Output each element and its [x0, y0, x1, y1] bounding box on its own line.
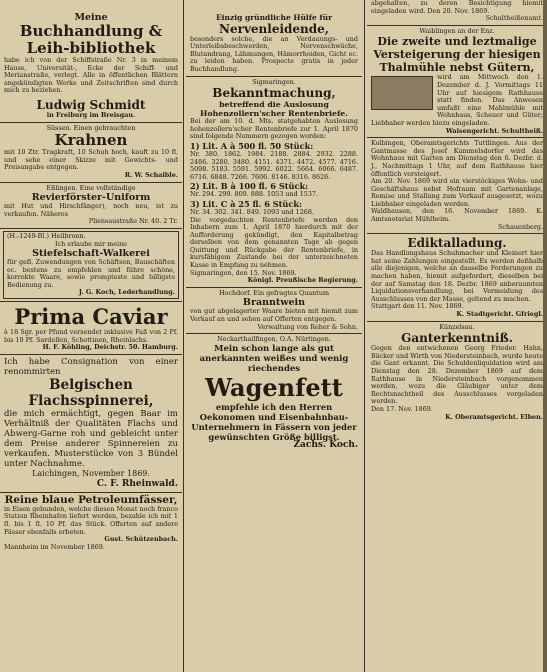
ad-heading: Krahnen — [54, 131, 128, 150]
divider — [186, 333, 362, 334]
ad-body: Die vorgedachten Rentenbriefe werden den Inhabern zum 1. April 1870 hierdurch mit der Aufforderung gekündigt, den Kapitalbetrag derselben von dem genannten Tage ab gegen Quittung und Rückgabe der Rentenbriefe, in kursfähigem Zustande bei der unterzeichneten Kasse in Empfang zu nehmen. — [190, 215, 358, 270]
ad-body: empfehle ich den Herren Oekonomen und Eisenbahnbau-Unternehmern in Fässern von jeder gewünschten Größe billigst. — [191, 401, 357, 442]
ad-heading: Die zweite und leztmalige Versteigerung der hiesigen Thalmühle nebst Gütern, — [373, 35, 541, 75]
ad-numbers: Nr. 380. 1862. 1984. 2188. 2884. 2932. 2288. 2486. 3280. 3480. 4151. 4371. 4472. 4577. 4716. 5098. 5183. 5591. 5992. 6022. 5664. 6066. 6487. 6716. 6848. 7266. 7606. 8146. 8316. 8626. — [190, 149, 358, 181]
ad-signature: J. G. Koch, Lederhandlung. — [78, 288, 175, 297]
ad-petroleum — [0, 495, 182, 552]
ad-place: Den 17. Nov. 1869. — [371, 404, 433, 413]
ad-body: wird am Mittwoch den 1. Dezember d. J. Vormittags 11 Uhr auf hiesigem Rathhause statt finden. Das Anwesen umfaßt eine Mahlmühle mit Wohnhaus, Scheuer und Güter; Liebhaber werden hiezu eingeladen. — [371, 73, 543, 127]
ad-signature: Königl. Preußische Regierung. — [247, 276, 358, 285]
divider — [186, 76, 362, 77]
ad-lead: Neckarthailfingen, O.A. Nürtingen. — [217, 335, 331, 344]
ad-heading: Nervenleidende, — [219, 21, 329, 36]
ad-signature: Ludwig Schmidt — [36, 97, 146, 112]
ad-list-heading: 1) Lit. A à 500 fl. 50 Stück: — [190, 140, 314, 151]
page-edge — [543, 0, 547, 672]
column-middle — [186, 0, 362, 672]
divider — [0, 354, 182, 355]
notice-signature: Schultheißenamt. — [485, 14, 543, 23]
ad-heading: Prima Caviar — [14, 304, 168, 330]
ad-lead: Hochdorf. Ein gefragtes Quantum — [218, 288, 330, 297]
ad-signature: R. W. Schaible. — [124, 170, 178, 179]
ad-body: Gegen den entwichenen Georg Frieder. Hahn, Bäcker und Wirth von Niedersteinbach, wurde heute die Gant erkannt. Die Schuldenliquidation wird am Dienstag den 28. Dezember 1869 auf dem Rathhause in Niedersteinbach vorgenommen werden, wozu die Gläubiger unter dem Rechtsnachtheil des Ausschlusses vorgeladen werden. — [371, 344, 543, 406]
divider — [0, 228, 182, 229]
mill-illustration — [371, 76, 433, 110]
ad-lead: Süssen. Einen gebrauchten — [46, 123, 136, 132]
ad-body: in Eisen gebunden, welche diesen Monat noch franco Station Rheinhafen liefert werden, bezahle ich mit 1 fl. bis 1 fl. 10 Pf. das Stück. Offerten auf andere Fässer ebenfalls erbeten. — [4, 504, 178, 536]
ad-ganterkenntniss — [367, 324, 547, 422]
ad-heading: Buchhandlung & Leih-bibliothek — [19, 22, 163, 57]
ad-place: Laichingen, November 1869. — [32, 468, 150, 478]
ad-caviar — [0, 304, 182, 352]
ad-body: Das Handlungshaus Schuhmacher und Kleinert hier hat seine Zahlungen eingestellt. Es werden deßhalb alle diejenigen, welche an dasselbe Forderungen zu machen haben, hiemit aufgefordert, dieselben bei der auf Samstag den 18. Dezbr. 1869 anberaumten Liquidationsverhandlung, bei Vermeidung des Ausschlusses von der Masse, geltend zu machen. — [371, 249, 543, 303]
divider — [367, 137, 547, 138]
ad-signature: C. F. Rheinwald. — [96, 478, 178, 489]
ad-heading: Ediktalladung. — [407, 236, 507, 251]
ad-lead: Ich habe Consignation von einer renommirten — [4, 356, 178, 377]
ad-heading: Reine blaue Petroleumfässer, — [4, 493, 178, 506]
ad-wagenfett — [186, 336, 362, 449]
divider — [367, 321, 547, 322]
ad-place: Stuttgart den 11. Nov. 1869. — [371, 302, 464, 311]
ad-lead: Eßlingen. Eine vollständige — [46, 183, 136, 192]
ad-lead: Meine — [74, 12, 108, 23]
ad-lead: Einzig gründliche Hülfe für — [215, 13, 333, 22]
ad-list-heading: 2) Lit. B à 100 fl. 6 Stück: — [190, 181, 309, 192]
ad-body: die mich ermächtigt, gegen Baar im Verhältniß der Qualitäten Flachs und Abwerg-Garne roh und gebleicht unter dem Preise anderer Spinnereien zu verkaufen. Musterstücke von 3 Bündel unter Nachnahme. — [4, 408, 178, 469]
notice-top — [367, 0, 547, 23]
ad-lead: Ich erlaube mir meine — [55, 239, 127, 248]
column-rule — [364, 0, 365, 672]
ad-uniform — [0, 185, 182, 226]
ad-signature: Zachs. Koch. — [293, 439, 358, 450]
ad-body: Am 20. Nov. 1869 wird ein vierstöckiges Wohn- und Geschäftshaus nebst Hofraum mit Gartenanlage, Remise und Stallung zum Verkauf ausgesetzt, wozu Liebhaber eingeladen werden. — [371, 177, 543, 208]
ad-numbers: Nr. 294. 299. 809. 888. 1053 und 1537. — [190, 190, 318, 199]
ad-body: für gefl. Zuwendungen von Schäftsen, Bauschäften ec. bestens zu empfehlen und führe schöne, korrekte Waare, sowie prompteste und billigste Bedienung zu. — [7, 258, 175, 289]
ad-walkerei — [3, 231, 179, 299]
ad-place: Sigmaringen, den 15. Nov. 1869. — [190, 268, 297, 277]
ad-list-heading: 3) Lit. C à 25 fl. 6 Stück: — [190, 198, 303, 209]
divider — [0, 182, 182, 183]
divider — [0, 492, 182, 493]
ad-place: Mannheim im November 1869. — [4, 542, 105, 551]
ad-heading: Wagenfett — [205, 372, 343, 402]
ad-address: Pliensaustraße Nr. 40. 2 Tr. — [88, 217, 178, 226]
ad-lead: Mein schon lange als gut anerkannten weißes und wenig riechendes — [199, 343, 349, 374]
ad-lead: Sigmaringen. — [252, 77, 296, 86]
column-right — [367, 0, 547, 672]
ad-flachsspinnerei — [0, 357, 182, 490]
ad-heading: Revierförster-Uniform — [31, 192, 151, 204]
ad-krahnen — [0, 125, 182, 180]
ad-heading: Bekanntmachung, — [212, 86, 336, 101]
divider — [0, 122, 182, 123]
ad-buchhandlung — [0, 12, 182, 120]
ad-body: Kolbingen, Oberamtsgerichts Tuttlingen. Aus der Gantmasse des Josef Kummelsdorfer wird das Wohnhaus mit Garten am Dienstag den 6. Dezbr. d. J., Nachmittags 1 Uhr, auf dem Rathhause hier öffentlich versteigert. — [371, 139, 543, 178]
ad-lead: (H.-1249-Bl.) Heilbronn. — [7, 231, 86, 240]
ad-nervenleidende — [186, 14, 362, 74]
ad-body: à 18 Sgr. per Pfund versendet inklusive Faß von 2 Pf. bis 10 Pf. Sardellen, Schottinen, Rheinlachs. — [4, 328, 178, 344]
ad-body: mit Hut und Hirschfänger), noch neu, ist zu verkaufen. Näheres — [4, 202, 178, 218]
ad-ediktalladung — [367, 236, 547, 318]
ad-signature: Verwaltung von Reher & Sohn. — [257, 322, 358, 331]
ad-thalmuehle — [367, 28, 547, 135]
divider — [186, 287, 362, 288]
ad-body: Bei der am 10. d. Mts. statgehabten Auslosung hohenzollern'scher Rentenbriefe zur 1. April 1870 sind folgende Nummern gezogen worden: — [190, 117, 358, 141]
column-left — [0, 0, 182, 672]
ad-kolbingen — [367, 140, 547, 231]
ad-heading: Ganterkenntniß. — [401, 331, 513, 346]
ad-body: von gut abgelagerter Waare bieten mit hiemit zum Verkauf an und sehen auf Offerten entgegen. — [190, 307, 358, 324]
ad-numbers: Nr. 34. 302. 341. 849. 1093 und 1268. — [190, 207, 314, 216]
ad-signature: Gust. Schützenbach. — [104, 535, 178, 544]
notice-body: abgehalten, zu deren Besichtigung hiemit eingeladen wird. Den 20. Nov. 1869. — [371, 0, 543, 15]
ad-lead: Künzelsau. — [439, 322, 475, 331]
ad-heading: Branntwein — [242, 297, 306, 309]
ad-signature: K. Oberamtsgericht. Elben. — [445, 412, 543, 421]
ad-signature: Waldhausen, den 16. November 1869. K. Amtsnotariat Mühlheim. — [371, 207, 543, 224]
ad-signature: H. F. Köhling, Deichstr. 50. Hamburg. — [42, 343, 178, 352]
ad-place: in Freiburg im Breisgau. — [46, 110, 136, 119]
ad-body: besonders solche, die an Verdauungs- und Unterleibsbeschwerden, Nervenschwäche, Blutandrang, Lähmungen, Hämorrhoiden, Gicht ec. zu leiden haben. Prospecte gratis in jeder Buchhandlung. — [190, 34, 358, 73]
column-rule — [183, 0, 184, 672]
divider — [367, 25, 547, 26]
ad-signature: K. Stadtgericht. Gfriegl. — [456, 310, 543, 318]
ad-signature: Waisengericht. Schultheiß. — [445, 126, 543, 135]
ad-heading: Stiefelschaft-Walkerei — [32, 248, 150, 260]
ad-heading: Belgischen Flachsspinnerei, — [28, 376, 154, 409]
ad-subheading: betreffend die Auslosung Hohenzollern'scher Rentenbriefe. — [200, 100, 348, 119]
ad-body: mit 10 Ztr. Tragkraft, 10 Schuh hoch, kauft zu 10 fl. und sehe einer Skizze mit Gewichts- und Preisangabe entgegen. — [4, 148, 178, 172]
ad-lead: Waiblingen an der Enz. — [419, 26, 495, 35]
ad-signature: Schauenberg. — [498, 222, 543, 231]
ad-bekanntmachung — [186, 79, 362, 285]
divider — [0, 301, 182, 302]
divider — [367, 233, 547, 234]
ad-branntwein — [186, 290, 362, 331]
ad-body: habe ich von der Schiffstraße Nr. 3 in meinem Hause, Universität-, Ecke der Schiff- und Merianstraße, verlegt. Alle in öffentlichen Blättern angekündigten Werke und Zeitschriften sind durch mich zu beziehen. — [4, 56, 178, 95]
